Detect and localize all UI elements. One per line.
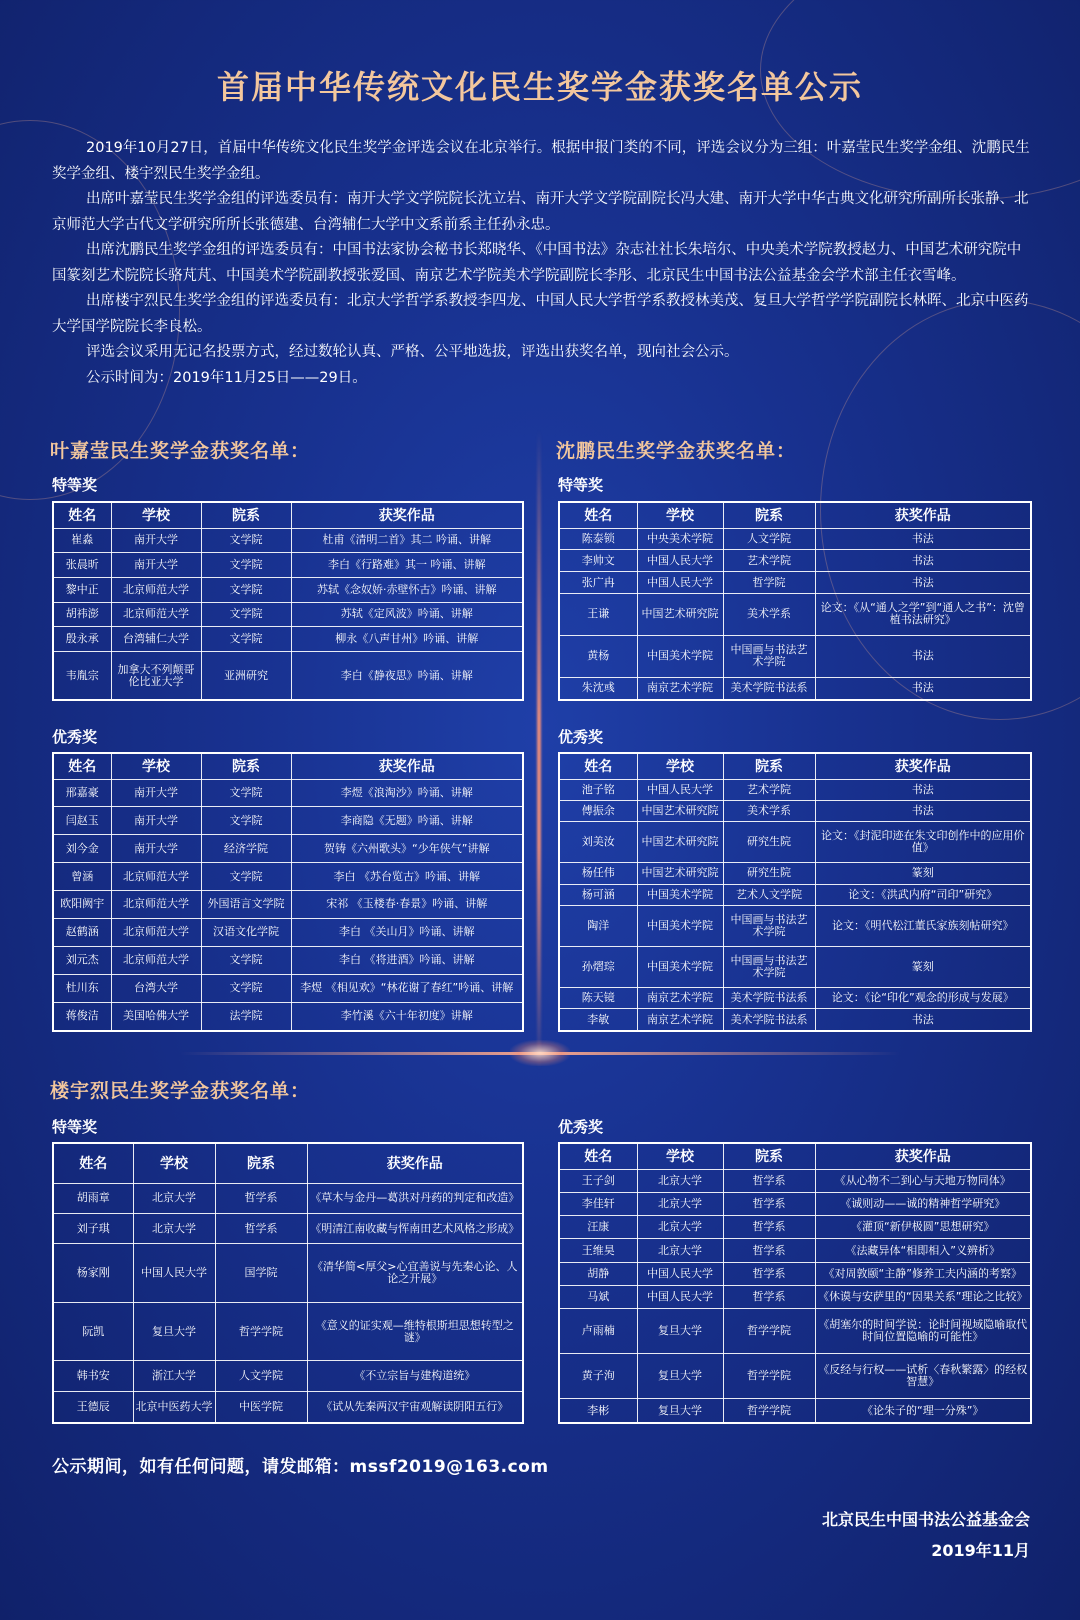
table-cell: 北京师范大学 [111,918,201,946]
table-row [53,835,523,863]
table-header-row [53,502,523,528]
table-cell: 《诚则动——诚的精神哲学研究》 [815,1192,1031,1215]
table-cell: 书法 [815,528,1031,550]
table-cell: 《胡塞尔的时间学说：论时间视域隐喻取代时间位置隐喻的可能性》 [815,1309,1031,1354]
table-cell: 刘子琪 [53,1213,133,1243]
table-row [559,779,1031,800]
table-row [559,946,1031,987]
table-cell: 哲学学院 [723,1309,815,1354]
column-header: 获奖作品 [815,1143,1031,1169]
table-row [559,1286,1031,1309]
table-cell: 陶洋 [559,905,637,946]
table-row [53,974,523,1002]
table-row [559,572,1031,594]
table-cell: 哲学系 [723,1192,815,1215]
table-cell: 中国画与书法艺术学院 [723,905,815,946]
table-cell: 哲学系 [723,1216,815,1239]
table-row [53,1391,523,1423]
table-cell: 苏轼《念奴娇·赤壁怀古》吟诵、讲解 [291,577,523,602]
table-cell: 中央美术学院 [637,528,723,550]
table-cell: 陈天镜 [559,987,637,1008]
table-cell: 美术学系 [723,800,815,821]
table-cell: 书法 [815,1009,1031,1031]
intro-paragraph: 出席叶嘉莹民生奖学金组的评选委员有：南开大学文学院院长沈立岩、南开大学文学院副院长冯大建、南开大学中华古典文化研究所副所长张静、北京师范大学古代文学研究所所长张德建、台湾辅仁大学中文系前系主任孙永忠。 [52,191,1029,233]
table-cell: 美术学院书法系 [723,987,815,1008]
table-cell: 杨任伟 [559,863,637,884]
table-cell: 南开大学 [111,835,201,863]
table-row [53,1361,523,1391]
table-row [53,553,523,578]
table-cell: 北京师范大学 [111,602,201,627]
intro-paragraph: 出席沈鹏民生奖学金组的评选委员有：中国书法家协会秘书长郑晓华、《中国书法》杂志社社长朱培尔、中央美术学院教授赵力、中国艺术研究院中国篆刻艺术院院长骆芃芃、中国美术学院副教授张爱国、南京艺术学院美术学院副院长李彤、北京民生中国书法公益基金会学术部主任衣雪峰。 [52,242,1022,284]
table-cell: 加拿大不列颠哥伦比亚大学 [111,652,201,700]
table-cell: 书法 [815,800,1031,821]
table-cell: 法学院 [201,1002,291,1031]
table-cell: 《休谟与安萨里的“因果关系”理论之比较》 [815,1286,1031,1309]
table-cell: 文学院 [201,577,291,602]
shen-special-label: 特等奖 [558,476,604,494]
table-row [559,884,1031,905]
table-cell: 崔淼 [53,528,111,553]
table-row [53,918,523,946]
table-row [559,1192,1031,1215]
table-row [559,1169,1031,1192]
table-cell: 国学院 [215,1244,307,1303]
table-row [53,1002,523,1031]
table-cell: 中国艺术研究院 [637,863,723,884]
lou-excellent-table [558,1142,1032,1424]
table-cell: 美术学院书法系 [723,677,815,700]
table-cell: 赵鹤涵 [53,918,111,946]
table-cell: 南开大学 [111,528,201,553]
table-cell: 论文：《封泥印迹在朱文印创作中的应用价值》 [815,822,1031,863]
table-cell: 北京师范大学 [111,946,201,974]
column-header: 学校 [637,1143,723,1169]
table-cell: 南京艺术学院 [637,987,723,1008]
table-cell: 殷永承 [53,627,111,652]
table-cell: 台湾大学 [111,974,201,1002]
table-row [559,1354,1031,1399]
column-header: 获奖作品 [815,502,1031,528]
table-row [559,550,1031,572]
table-cell: 朱沈彧 [559,677,637,700]
table-cell: 人文学院 [215,1361,307,1391]
table-cell: 文学院 [201,553,291,578]
column-header: 姓名 [559,1143,637,1169]
table-cell: 研究生院 [723,822,815,863]
table-cell: 论文：《明代松江董氏家族刻帖研究》 [815,905,1031,946]
intro-paragraph: 公示时间为：2019年11月25日——29日。 [86,369,367,386]
table-cell: 中国艺术研究院 [637,800,723,821]
table-cell: 中国人民大学 [637,779,723,800]
table-cell: 文学院 [201,863,291,891]
table-cell: 阮凯 [53,1302,133,1361]
table-cell: 胡静 [559,1262,637,1285]
table-cell: 贺铸《六州歌头》“少年侠气”讲解 [291,835,523,863]
table-cell: 李煜《浪淘沙》吟诵、讲解 [291,779,523,807]
table-cell: 北京师范大学 [111,891,201,919]
table-cell: 李白《行路难》其一 吟诵、讲解 [291,553,523,578]
table-cell: 李竹溪《六十年初度》讲解 [291,1002,523,1031]
table-cell: 哲学系 [723,1286,815,1309]
table-cell: 蒋俊洁 [53,1002,111,1031]
table-cell: 篆刻 [815,863,1031,884]
table-row [53,863,523,891]
column-header: 姓名 [53,502,111,528]
table-cell: 北京师范大学 [111,863,201,891]
table-cell: 王谦 [559,593,637,635]
table-cell: 文学院 [201,627,291,652]
shen-excellent-label: 优秀奖 [558,728,604,746]
column-header: 学校 [637,502,723,528]
table-row [559,1399,1031,1423]
column-header: 姓名 [53,753,111,779]
table-cell: 论文：《洪武内府“司印”研究》 [815,884,1031,905]
table-row [53,1244,523,1303]
table-cell: 傅振余 [559,800,637,821]
table-cell: 书法 [815,677,1031,700]
table-cell: 马斌 [559,1286,637,1309]
table-cell: 中国人民大学 [637,550,723,572]
table-cell: 复旦大学 [637,1309,723,1354]
table-cell: 北京大学 [637,1216,723,1239]
table-cell: 邢嘉豪 [53,779,111,807]
table-row [53,627,523,652]
table-cell: 浙江大学 [133,1361,215,1391]
table-cell: 《对周敦颐“主静”修养工夫内涵的考察》 [815,1262,1031,1285]
table-cell: 北京大学 [637,1192,723,1215]
table-cell: 北京大学 [637,1239,723,1262]
table-cell: 柳永《八声甘州》吟诵、讲解 [291,627,523,652]
table-cell: 哲学学院 [215,1302,307,1361]
column-header: 院系 [201,753,291,779]
table-row [559,677,1031,700]
table-row [53,807,523,835]
table-cell: 中国人民大学 [637,1286,723,1309]
column-header: 院系 [723,1143,815,1169]
table-cell: 李帅文 [559,550,637,572]
table-cell: 宋祁 《玉楼春·春景》吟诵、讲解 [291,891,523,919]
table-cell: 篆刻 [815,946,1031,987]
column-header: 获奖作品 [291,753,523,779]
column-header: 学校 [111,502,201,528]
intro-paragraph: 评选会议采用无记名投票方式，经过数轮认真、严格、公平地选拔，评选出获奖名单，现向社会公示。 [86,344,739,360]
table-cell: 王维昊 [559,1239,637,1262]
contact-note: 公示期间，如有任何问题，请发邮箱：mssf2019@163.com [52,1457,549,1477]
column-header: 院系 [723,753,815,779]
table-cell: 刘美汝 [559,822,637,863]
table-cell: 张广冉 [559,572,637,594]
table-row [53,1213,523,1243]
table-cell: 刘元杰 [53,946,111,974]
column-header: 获奖作品 [291,502,523,528]
table-cell: 李白 《将进酒》吟诵、讲解 [291,946,523,974]
table-cell: 中国画与书法艺术学院 [723,946,815,987]
column-header: 院系 [723,502,815,528]
table-row [559,800,1031,821]
shen-excellent-table [558,752,1032,1032]
table-cell: 哲学院 [723,572,815,594]
table-cell: 文学院 [201,974,291,1002]
table-cell: 杜甫《清明二首》其二 吟诵、讲解 [291,528,523,553]
table-header-row [559,1143,1031,1169]
table-row [559,1239,1031,1262]
column-header: 院系 [215,1143,307,1183]
table-cell: 复旦大学 [133,1302,215,1361]
table-row [53,577,523,602]
table-header-row [559,753,1031,779]
table-cell: 《明清江南收藏与恽南田艺术风格之形成》 [307,1213,523,1243]
table-cell: 汉语文化学院 [201,918,291,946]
table-cell: 中国美术学院 [637,884,723,905]
lou-special-table [52,1142,524,1424]
table-row [53,1183,523,1213]
table-cell: 李敏 [559,1009,637,1031]
intro-paragraph: 出席楼宇烈民生奖学金组的评选委员有：北京大学哲学系教授李四龙、中国人民大学哲学系教授林美茂、复旦大学哲学学院副院长林晖、北京中医药大学国学院院长李良松。 [52,293,1029,335]
table-cell: 王德辰 [53,1391,133,1423]
table-cell: 书法 [815,572,1031,594]
table-cell: 南开大学 [111,779,201,807]
table-cell: 韦胤宗 [53,652,111,700]
table-cell: 书法 [815,635,1031,677]
column-header: 院系 [201,502,291,528]
table-cell: 中国人民大学 [133,1244,215,1303]
table-cell: 书法 [815,779,1031,800]
table-row [559,863,1031,884]
table-cell: 北京师范大学 [111,577,201,602]
table-cell: 刘今金 [53,835,111,863]
column-header: 学校 [637,753,723,779]
column-header: 学校 [111,753,201,779]
table-cell: 中国美术学院 [637,905,723,946]
table-cell: 中国艺术研究院 [637,593,723,635]
table-cell: 中国美术学院 [637,946,723,987]
table-row [559,635,1031,677]
table-cell: 南开大学 [111,553,201,578]
table-cell: 哲学学院 [723,1354,815,1399]
column-header: 获奖作品 [307,1143,523,1183]
column-header: 学校 [133,1143,215,1183]
table-row [53,528,523,553]
intro-text [52,136,1032,391]
table-row [559,822,1031,863]
table-cell: 哲学系 [215,1213,307,1243]
table-cell: 文学院 [201,602,291,627]
table-row [559,905,1031,946]
table-cell: 复旦大学 [637,1354,723,1399]
table-row [559,1216,1031,1239]
page-title: 首届中华传统文化民生奖学金获奖名单公示 [216,68,863,106]
table-cell: 人文学院 [723,528,815,550]
table-row [53,891,523,919]
table-cell: 北京中医药大学 [133,1391,215,1423]
table-cell: 池子铭 [559,779,637,800]
table-header-row [53,1143,523,1183]
table-row [53,779,523,807]
table-cell: 《试从先秦两汉宇宙观解读阴阳五行》 [307,1391,523,1423]
ye-section-title: 叶嘉莹民生奖学金获奖名单： [50,440,311,462]
table-cell: 李商隐《无题》吟诵、讲解 [291,807,523,835]
table-cell: 研究生院 [723,863,815,884]
table-cell: 《意义的证实观—维特根斯坦思想转型之谜》 [307,1302,523,1361]
intro-paragraph: 2019年10月27日，首届中华传统文化民生奖学金评选会议在北京举行。根据申报门类的不同，评选会议分为三组：叶嘉莹民生奖学金组、沈鹏民生奖学金组、楼宇烈民生奖学金组。 [52,140,1030,182]
table-cell: 黄杨 [559,635,637,677]
table-cell: 北京大学 [133,1183,215,1213]
table-cell: 南京艺术学院 [637,677,723,700]
table-cell: 《反经与行权——试析〈春秋繁露〉的经权智慧》 [815,1354,1031,1399]
shen-section-title: 沈鹏民生奖学金获奖名单： [556,440,797,462]
table-header-row [53,753,523,779]
table-cell: 复旦大学 [637,1399,723,1423]
ye-excellent-table [52,752,524,1032]
table-cell: 经济学院 [201,835,291,863]
table-row [53,1302,523,1361]
table-row [53,946,523,974]
table-cell: 北京大学 [637,1169,723,1192]
table-cell: 艺术学院 [723,779,815,800]
table-cell: 中国画与书法艺术学院 [723,635,815,677]
table-cell: 美术学系 [723,593,815,635]
table-header-row [559,502,1031,528]
table-cell: 文学院 [201,528,291,553]
table-cell: 南开大学 [111,807,201,835]
organization-name: 北京民生中国书法公益基金会 [821,1510,1030,1529]
table-cell: 张晨昕 [53,553,111,578]
table-cell: 中医学院 [215,1391,307,1423]
table-cell: 卢雨楠 [559,1309,637,1354]
table-cell: 欧阳阙宇 [53,891,111,919]
table-cell: 美术学院书法系 [723,1009,815,1031]
table-row [559,593,1031,635]
table-cell: 台湾辅仁大学 [111,627,201,652]
column-header: 获奖作品 [815,753,1031,779]
table-cell: 论文：《论“印化”观念的形成与发展》 [815,987,1031,1008]
table-cell: 《清华简<厚父>心宜善说与先秦心论、人论之开展》 [307,1244,523,1303]
lou-section-title: 楼宇烈民生奖学金获奖名单： [50,1080,311,1102]
publish-date: 2019年11月 [931,1541,1030,1560]
table-cell: 《法藏异体“相即相入”义辨析》 [815,1239,1031,1262]
shen-special-table [558,501,1032,701]
table-cell: 文学院 [201,946,291,974]
ye-special-table [52,501,524,701]
table-cell: 汪康 [559,1216,637,1239]
table-cell: 艺术学院 [723,550,815,572]
table-cell: 李白《静夜思》吟诵、讲解 [291,652,523,700]
table-cell: 李白 《关山月》吟诵、讲解 [291,918,523,946]
table-cell: 哲学系 [723,1239,815,1262]
column-header: 姓名 [559,753,637,779]
table-cell: 闫赵玉 [53,807,111,835]
table-cell: 北京大学 [133,1213,215,1243]
table-cell: 杨可涵 [559,884,637,905]
table-cell: 黎中正 [53,577,111,602]
table-row [559,1009,1031,1031]
table-cell: 李彬 [559,1399,637,1423]
table-row [559,1309,1031,1354]
column-header: 姓名 [53,1143,133,1183]
table-cell: 李煜 《相见欢》“林花谢了春红”吟诵、讲解 [291,974,523,1002]
table-cell: 南京艺术学院 [637,1009,723,1031]
table-cell: 韩书安 [53,1361,133,1391]
table-cell: 哲学系 [215,1183,307,1213]
table-cell: 哲学系 [723,1262,815,1285]
table-cell: 中国人民大学 [637,572,723,594]
table-cell: 论文：《从“通人之学”到“通人之书”：沈曾植书法研究》 [815,593,1031,635]
table-cell: 艺术人文学院 [723,884,815,905]
column-header: 姓名 [559,502,637,528]
table-cell: 哲学系 [723,1169,815,1192]
table-cell: 曾涵 [53,863,111,891]
divider-glow-center [510,1040,570,1066]
table-cell: 中国人民大学 [637,1262,723,1285]
table-cell: 杨家刚 [53,1244,133,1303]
table-row [53,602,523,627]
table-cell: 书法 [815,550,1031,572]
table-row [559,1262,1031,1285]
ye-special-label: 特等奖 [52,476,98,494]
table-cell: 《灌顶“新伊极圆”思想研究》 [815,1216,1031,1239]
table-cell: 李白 《苏台览古》吟诵、讲解 [291,863,523,891]
lou-special-label: 特等奖 [52,1118,98,1136]
table-cell: 哲学学院 [723,1399,815,1423]
table-cell: 《论朱子的“理一分殊”》 [815,1399,1031,1423]
table-row [53,652,523,700]
table-cell: 中国艺术研究院 [637,822,723,863]
table-cell: 美国哈佛大学 [111,1002,201,1031]
table-cell: 《从心物不二到心与天地万物同体》 [815,1169,1031,1192]
table-cell: 文学院 [201,779,291,807]
table-cell: 《草木与金丹—葛洪对丹药的判定和改造》 [307,1183,523,1213]
table-cell: 苏轼《定风波》吟诵、讲解 [291,602,523,627]
table-cell: 亚洲研究 [201,652,291,700]
table-cell: 杜川东 [53,974,111,1002]
table-cell: 李佳轩 [559,1192,637,1215]
table-cell: 文学院 [201,807,291,835]
table-row [559,987,1031,1008]
table-cell: 孙熠琮 [559,946,637,987]
table-row [559,528,1031,550]
table-cell: 中国美术学院 [637,635,723,677]
table-cell: 《不立宗旨与建构道统》 [307,1361,523,1391]
table-cell: 胡祎澎 [53,602,111,627]
lou-excellent-label: 优秀奖 [558,1118,604,1136]
table-cell: 陈泰锁 [559,528,637,550]
table-cell: 黄子洵 [559,1354,637,1399]
table-cell: 胡雨章 [53,1183,133,1213]
ye-excellent-label: 优秀奖 [52,728,98,746]
divider-glow-vertical [537,430,541,1070]
table-cell: 外国语言文学院 [201,891,291,919]
table-cell: 王子剑 [559,1169,637,1192]
